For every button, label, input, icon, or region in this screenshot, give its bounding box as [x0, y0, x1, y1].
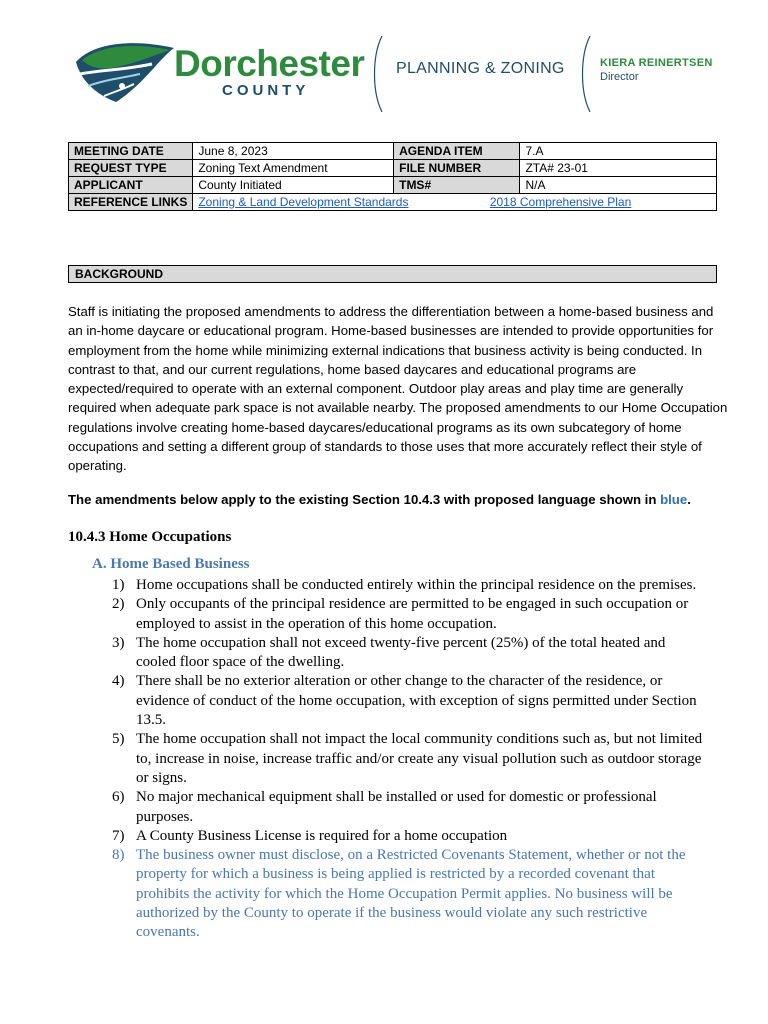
list-item-text: No major mechanical equipment shall be installed or used for domestic or professional purposes.	[136, 789, 657, 825]
org-name: Dorchester	[174, 43, 365, 84]
department-name: PLANNING & ZONING	[396, 60, 565, 77]
background-text: Staff is initiating the proposed amendments to address the differentiation between a home-based business and an in-home daycare or educational program. Home-based businesses are intended to provide opportunities for employment from the home while minimizing external indications that business activity is being conducted. In contrast to that, and our current regulations, home based daycares and educational programs are expected/required to operate with an external component. Outdoor play areas and play time are generally required when adequate park space is not available nearby. The proposed amendments to our Home Occupation regulations involve creating home-based daycares/educational programs as its own subcategory of home occupations and setting a different group of standards to those uses that more accurately reflect their style of operating.	[68, 304, 728, 474]
director-title: Director	[600, 71, 639, 83]
background-paragraph	[68, 302, 728, 476]
director-name: KIERA REINERTSEN	[600, 57, 713, 69]
county-logo-icon	[74, 40, 178, 106]
reference-links-label: REFERENCE LINKS	[69, 194, 193, 211]
table-row	[69, 143, 717, 160]
list-item-number: 7)	[112, 827, 125, 844]
list-item-text: Home occupations shall be conducted entirely within the principal residence on the premises.	[136, 577, 697, 593]
request-type-label: REQUEST TYPE	[69, 160, 193, 177]
reference-links-cell	[193, 194, 717, 211]
meeting-info-table	[68, 142, 717, 211]
header-divider	[578, 36, 592, 112]
tms-value: N/A	[520, 177, 717, 194]
amendment-note-suffix: .	[687, 492, 691, 507]
section-title: 10.4.3 Home Occupations	[68, 529, 232, 545]
list-item	[108, 827, 708, 846]
applicant-label: APPLICANT	[69, 177, 193, 194]
amendment-note	[68, 492, 691, 507]
table-row	[69, 160, 717, 177]
list-item-proposed	[108, 846, 708, 942]
header-divider	[370, 36, 384, 112]
tms-label: TMS#	[394, 177, 520, 194]
regulation-list	[108, 576, 708, 943]
list-item-text: The home occupation shall not exceed twenty-five percent (25%) of the total heated and cooled floor space of the dwelling.	[136, 634, 666, 671]
list-item-text: The business owner must disclose, on a Restricted Covenants Statement, whether or not the property for which a business is being applied is restricted by a recorded covenant that prohibits the activity for which the Home Occupation Permit applies. No business will be authorized by the County to operate if the business would violate any such restrictive covenants.	[136, 847, 686, 941]
list-item-number: 1)	[112, 577, 125, 593]
list-item-number: 3)	[112, 634, 125, 651]
file-number-value: ZTA# 23-01	[520, 160, 717, 177]
subsection-title: A. Home Based Business	[92, 556, 250, 572]
list-item	[108, 730, 708, 788]
list-item-number: 2)	[112, 596, 125, 613]
list-item-number: 8)	[112, 847, 125, 864]
table-row	[69, 177, 717, 194]
table-row	[69, 194, 717, 211]
applicant-value: County Initiated	[193, 177, 394, 194]
list-item-number: 4)	[112, 673, 125, 690]
list-item	[108, 634, 708, 673]
list-item-text: A County Business License is required for a home occupation	[136, 827, 508, 844]
background-heading: BACKGROUND	[68, 265, 717, 283]
list-item-text: The home occupation shall not impact the local community conditions such as, but not limited to, increase in noise, increase traffic and/or create any visual pollution such as outdoor storage or signs.	[136, 731, 703, 786]
list-item	[108, 788, 708, 827]
list-item-number: 5)	[112, 731, 125, 748]
list-item	[108, 672, 708, 730]
file-number-label: FILE NUMBER	[394, 160, 520, 177]
letterhead	[0, 0, 768, 130]
list-item-text: There shall be no exterior alteration or other change to the character of the residence, or evidence of conduct of the home occupation, with exception of signs permitted under Section 13.5.	[136, 673, 697, 729]
meeting-date-label: MEETING DATE	[69, 143, 193, 160]
meeting-date-value: June 8, 2023	[193, 143, 394, 160]
list-item-number: 6)	[112, 789, 125, 806]
list-item-text: Only occupants of the principal residence are permitted to be engaged in such occupation or employed to assist in the operation of this home occupation.	[136, 596, 689, 632]
zoning-standards-link[interactable]: Zoning & Land Development Standards	[198, 195, 409, 209]
list-item	[108, 576, 708, 595]
agenda-item-label: AGENDA ITEM	[394, 143, 520, 160]
amendment-note-prefix: The amendments below apply to the existing Section 10.4.3 with proposed language shown in	[68, 492, 661, 507]
agenda-item-value: 7.A	[520, 143, 717, 160]
amendment-note-blue: blue	[660, 492, 688, 507]
list-item	[108, 595, 708, 634]
request-type-value: Zoning Text Amendment	[193, 160, 394, 177]
comprehensive-plan-link[interactable]: 2018 Comprehensive Plan	[489, 195, 632, 209]
org-subtitle: COUNTY	[222, 82, 310, 99]
